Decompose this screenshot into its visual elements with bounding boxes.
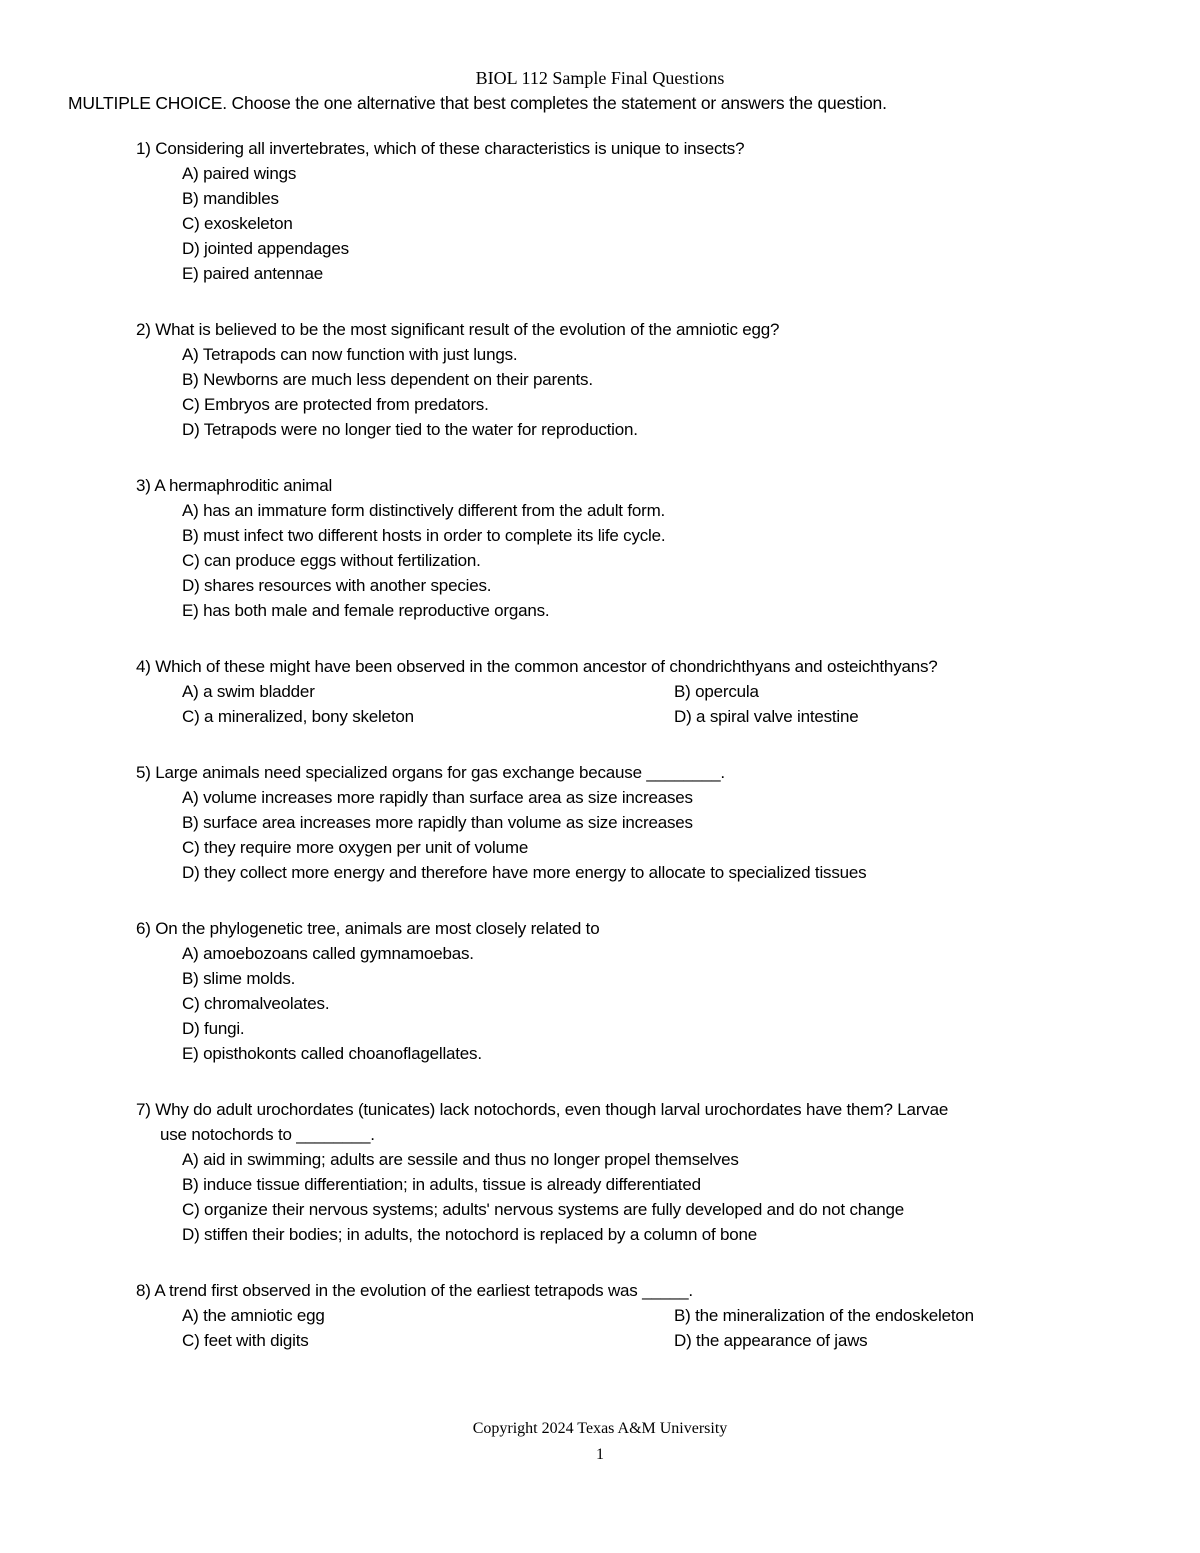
option-e: E) has both male and female reproductive organs.: [182, 601, 550, 620]
question-number: 8): [136, 1281, 151, 1300]
question-text: A trend first observed in the evolution of the earliest tetrapods was _____.: [154, 1281, 693, 1300]
question-stem: [136, 654, 1136, 679]
question-number: 2): [136, 320, 151, 339]
option-c: C) organize their nervous systems; adults' nervous systems are fully developed and do not change: [182, 1200, 905, 1219]
option-b: B) mandibles: [182, 189, 279, 208]
option-d: D) a spiral valve intestine: [674, 707, 859, 726]
option-a: A) volume increases more rapidly than surface area as size increases: [182, 788, 693, 807]
option-d: D) they collect more energy and therefore have more energy to allocate to specialized tissues: [182, 863, 867, 882]
question-text: Why do adult urochordates (tunicates) lack notochords, even though larval urochordates have them? Larvae: [155, 1100, 949, 1119]
option-c: C) can produce eggs without fertilization.: [182, 551, 481, 570]
option-c: C) they require more oxygen per unit of volume: [182, 838, 529, 857]
option-a: A) aid in swimming; adults are sessile and thus no longer propel themselves: [182, 1150, 739, 1169]
option-b: B) the mineralization of the endoskeleton: [674, 1306, 974, 1325]
question-3: [136, 473, 1136, 623]
question-text: Large animals need specialized organs for gas exchange because ________.: [155, 763, 725, 782]
option-c: C) feet with digits: [182, 1331, 309, 1350]
option-b: B) opercula: [674, 682, 759, 701]
question-8: [136, 1278, 1136, 1353]
option-c: C) Embryos are protected from predators.: [182, 395, 489, 414]
question-text: Considering all invertebrates, which of these characteristics is unique to insects?: [155, 139, 745, 158]
option-d: D) shares resources with another species.: [182, 576, 492, 595]
page-number: 1: [596, 1446, 604, 1463]
question-stem: [136, 760, 1136, 785]
instructions-text: MULTIPLE CHOICE. Choose the one alternative that best completes the statement or answers the question.: [68, 93, 887, 113]
option-list: [136, 498, 1136, 623]
page-title: BIOL 112 Sample Final Questions: [475, 68, 725, 88]
question-number: 6): [136, 919, 151, 938]
option-b: B) surface area increases more rapidly than volume as size increases: [182, 813, 693, 832]
option-a: A) paired wings: [182, 164, 297, 183]
question-number: 1): [136, 139, 151, 158]
question-7: [136, 1097, 1136, 1247]
option-b: B) Newborns are much less dependent on their parents.: [182, 370, 593, 389]
option-list: [136, 161, 1136, 286]
option-c: C) chromalveolates.: [182, 994, 330, 1013]
option-list: [136, 679, 1136, 729]
question-stem: [136, 1278, 1136, 1303]
option-a: A) amoebozoans called gymnamoebas.: [182, 944, 474, 963]
option-list: [136, 785, 1136, 885]
option-b: B) induce tissue differentiation; in adults, tissue is already differentiated: [182, 1175, 701, 1194]
question-6: [136, 916, 1136, 1066]
option-list: [136, 1303, 1136, 1353]
option-e: E) paired antennae: [182, 264, 324, 283]
option-d: D) stiffen their bodies; in adults, the notochord is replaced by a column of bone: [182, 1225, 758, 1244]
option-a: A) has an immature form distinctively different from the adult form.: [182, 501, 666, 520]
option-d: D) fungi.: [182, 1019, 245, 1038]
option-c: C) exoskeleton: [182, 214, 293, 233]
option-a: A) a swim bladder: [182, 682, 315, 701]
option-b: B) slime molds.: [182, 969, 296, 988]
option-list: [136, 342, 1136, 442]
question-4: [136, 654, 1136, 729]
option-c: C) a mineralized, bony skeleton: [182, 707, 414, 726]
question-text: A hermaphroditic animal: [154, 476, 333, 495]
question-number: 5): [136, 763, 151, 782]
option-a: A) Tetrapods can now function with just lungs.: [182, 345, 518, 364]
option-d: D) jointed appendages: [182, 239, 349, 258]
question-number: 4): [136, 657, 151, 676]
question-stem: [136, 473, 1136, 498]
option-b: B) must infect two different hosts in order to complete its life cycle.: [182, 526, 666, 545]
question-stem: [136, 916, 1136, 941]
option-list: [136, 1147, 1136, 1247]
copyright-notice: Copyright 2024 Texas A&M University: [472, 1420, 728, 1437]
question-number: 7): [136, 1100, 151, 1119]
option-d: D) Tetrapods were no longer tied to the water for reproduction.: [182, 420, 638, 439]
option-e: E) opisthokonts called choanoflagellates.: [182, 1044, 482, 1063]
question-stem: [136, 136, 1136, 161]
question-text: What is believed to be the most significant result of the evolution of the amniotic egg?: [155, 320, 780, 339]
question-2: [136, 317, 1136, 442]
question-text: Which of these might have been observed in the common ancestor of chondrichthyans and osteichthyans?: [155, 657, 938, 676]
question-1: [136, 136, 1136, 286]
option-list: [136, 941, 1136, 1066]
question-text-continued: use notochords to ________.: [160, 1125, 375, 1144]
option-d: D) the appearance of jaws: [674, 1331, 868, 1350]
option-a: A) the amniotic egg: [182, 1306, 325, 1325]
question-5: [136, 760, 1136, 885]
question-number: 3): [136, 476, 151, 495]
question-list: [136, 136, 1136, 1384]
question-text: On the phylogenetic tree, animals are most closely related to: [155, 919, 600, 938]
question-stem-continued: [136, 1122, 1136, 1147]
question-stem: [136, 317, 1136, 342]
question-stem: [136, 1097, 1136, 1122]
